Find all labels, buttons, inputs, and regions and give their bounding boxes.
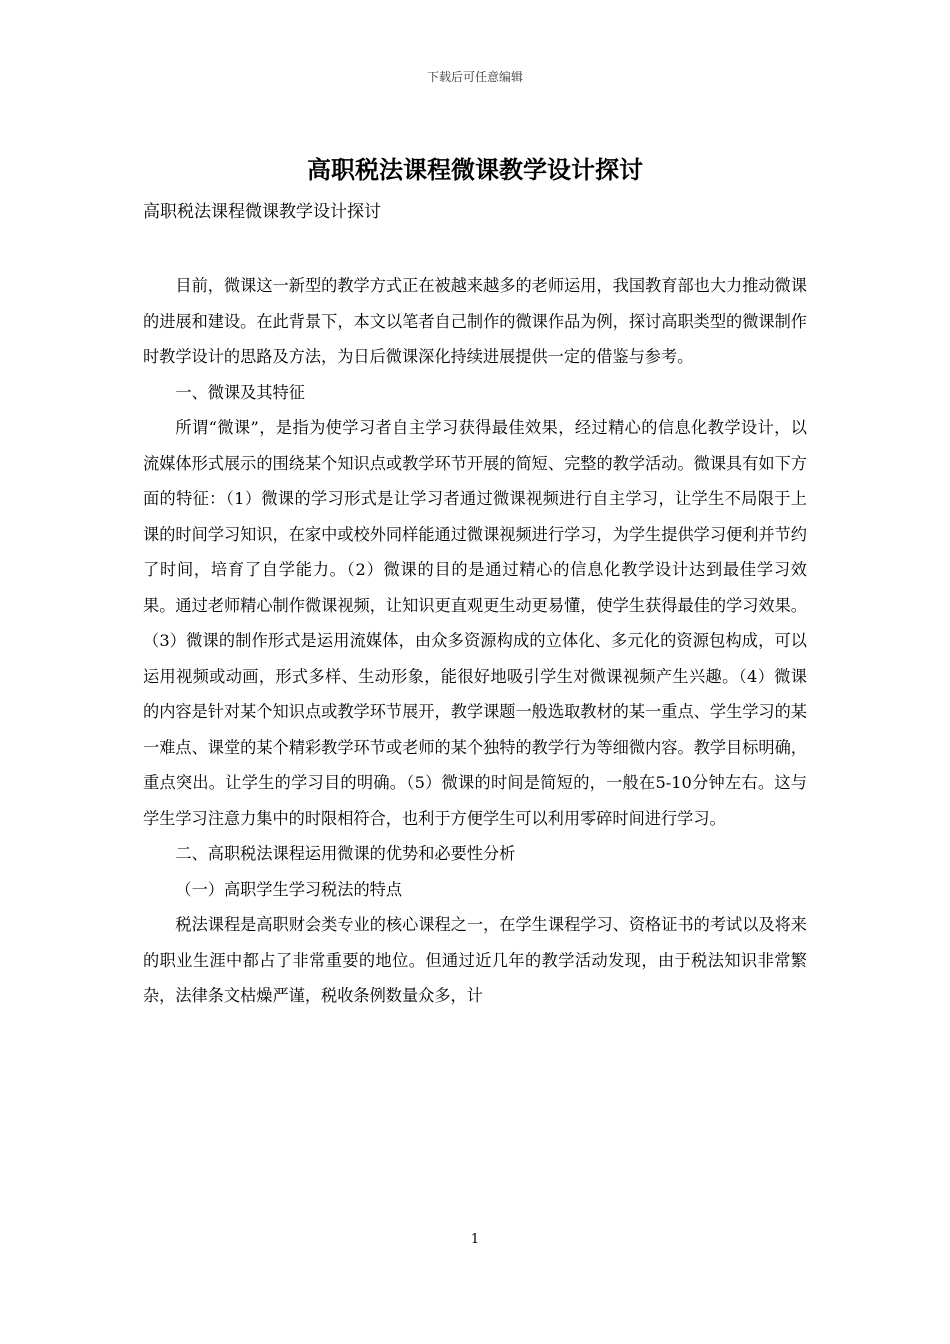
header-note: 下载后可任意编辑: [426, 70, 523, 84]
page-number: 1: [470, 1232, 480, 1247]
document-title: 高职税法课程微课教学设计探讨: [307, 155, 643, 184]
subsection-heading-1: （一）高职学生学习税法的特点: [175, 879, 403, 899]
section-heading-1: 一、微课及其特征: [175, 382, 305, 402]
paragraph-microlecture-features: 所谓“微课”，是指为使学习者自主学习获得最佳效果，经过精心的信息化教学设计，以流媒体形式展示的围绕某个知识点或教学环节开展的简短、完整的教学活动。微课具有如下方面的特征：（1）微课的学习形式是让学习者通过微课视频进行自主学习，让学生不局限于上课的时间学习知识，在家中或校外同样能通过微课视频进行学习，为学生提供学习便利并节约了时间，培育了自学能力。（2）微课的目的是通过精心的信息化教学设计达到最佳学习效果。通过老师精心制作微课视频，让知识更直观更生动更易懂，使学生获得最佳的学习效果。（3）微课的制作形式是运用流媒体，由众多资源构成的立体化、多元化的资源包构成，可以运用视频或动画，形式多样、生动形象，能很好地吸引学生对微课视频产生兴趣。（4）微课的内容是针对某个知识点或教学环节展开，教学课题一般选取教材的某一重点、学生学习的某一难点、课堂的某个精彩教学环节或老师的某个独特的教学行为等细微内容。教学目标明确，重点突出。让学生的学习目的明确。（5）微课的时间是简短的，一般在5-10分钟左右。这与学生学习注意力集中的时限相符合，也利于方便学生可以利用零碎时间进行学习。: [143, 418, 807, 828]
section-heading-2: 二、高职税法课程运用微课的优势和必要性分析: [175, 844, 516, 863]
paragraph-intro: 目前，微课这一新型的教学方式正在被越来越多的老师运用，我国教育部也大力推动微课的进展和建设。在此背景下，本文以笔者自己制作的微课作品为例，探讨高职类型的微课制作时教学设计的思路及方法，为日后微课深化持续进展提供一定的借鉴与参考。: [143, 276, 807, 366]
document-subtitle: 高职税法课程微课教学设计探讨: [143, 202, 381, 222]
document-body: [143, 268, 807, 1014]
paragraph-tax-course: 税法课程是高职财会类专业的核心课程之一，在学生课程学习、资格证书的考试以及将来的职业生涯中都占了非常重要的地位。但通过近几年的教学活动发现，由于税法知识非常繁杂，法律条文枯燥严谨，税收条例数量众多，计: [143, 915, 807, 1005]
